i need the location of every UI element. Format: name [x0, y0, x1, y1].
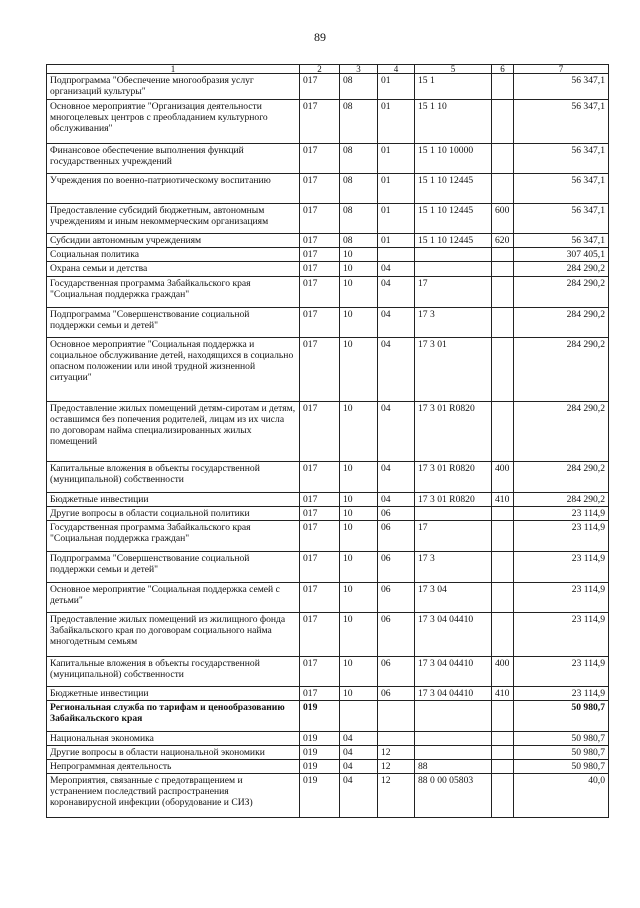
- row-amount: 50 980,7: [514, 732, 609, 746]
- row-name: Субсидии автономным учреждениям: [47, 234, 300, 248]
- row-subsection-code: 12: [378, 774, 415, 818]
- table-row: [47, 701, 609, 732]
- row-target-code: 17 3 04 04410: [415, 613, 492, 657]
- table-row: [47, 732, 609, 746]
- row-name: Учреждения по военно-патриотическому воспитанию: [47, 174, 300, 204]
- row-section-code: 10: [340, 402, 378, 462]
- row-target-code: 15 1: [415, 74, 492, 100]
- row-target-code: 17 3 04 04410: [415, 657, 492, 687]
- row-name: Государственная программа Забайкальского края "Социальная поддержка граждан": [47, 277, 300, 308]
- row-subsection-code: 04: [378, 402, 415, 462]
- row-expense-type-code: [492, 338, 514, 402]
- row-amount: 56 347,1: [514, 74, 609, 100]
- row-ministry-code: 017: [300, 521, 340, 552]
- table-row: [47, 174, 609, 204]
- row-expense-type-code: [492, 552, 514, 583]
- row-amount: 23 114,9: [514, 583, 609, 613]
- row-expense-type-code: [492, 507, 514, 521]
- table-row: [47, 462, 609, 493]
- row-subsection-code: 04: [378, 493, 415, 507]
- row-expense-type-code: 400: [492, 657, 514, 687]
- table-row: [47, 204, 609, 234]
- table-row: [47, 760, 609, 774]
- row-expense-type-code: [492, 144, 514, 174]
- row-name: Охрана семьи и детства: [47, 262, 300, 277]
- row-section-code: 10: [340, 521, 378, 552]
- header-col-2: 2: [300, 65, 340, 74]
- row-amount: 284 290,2: [514, 308, 609, 338]
- row-target-code: 17: [415, 521, 492, 552]
- row-amount: 23 114,9: [514, 507, 609, 521]
- header-col-1: 1: [47, 65, 300, 74]
- table-row: [47, 234, 609, 248]
- row-target-code: 17 3: [415, 308, 492, 338]
- row-target-code: 17 3 01 R0820: [415, 462, 492, 493]
- row-ministry-code: 017: [300, 234, 340, 248]
- row-expense-type-code: [492, 613, 514, 657]
- row-expense-type-code: [492, 402, 514, 462]
- row-target-code: 15 1 10 12445: [415, 204, 492, 234]
- row-expense-type-code: [492, 100, 514, 144]
- row-name: Основное мероприятие "Организация деятельности многоцелевых центров с преобладанием культурного обслуживания": [47, 100, 300, 144]
- row-expense-type-code: [492, 521, 514, 552]
- row-ministry-code: 017: [300, 174, 340, 204]
- row-amount: 56 347,1: [514, 174, 609, 204]
- row-subsection-code: 06: [378, 657, 415, 687]
- row-section-code: 10: [340, 277, 378, 308]
- row-ministry-code: 019: [300, 701, 340, 732]
- row-section-code: 08: [340, 174, 378, 204]
- row-subsection-code: 12: [378, 760, 415, 774]
- row-ministry-code: 017: [300, 583, 340, 613]
- row-ministry-code: 017: [300, 338, 340, 402]
- row-ministry-code: 017: [300, 204, 340, 234]
- row-ministry-code: 017: [300, 100, 340, 144]
- table-row: [47, 248, 609, 262]
- row-section-code: 08: [340, 204, 378, 234]
- row-amount: 307 405,1: [514, 248, 609, 262]
- row-amount: 50 980,7: [514, 701, 609, 732]
- row-amount: 23 114,9: [514, 552, 609, 583]
- row-ministry-code: 017: [300, 613, 340, 657]
- row-target-code: 15 1 10: [415, 100, 492, 144]
- row-amount: 284 290,2: [514, 277, 609, 308]
- row-expense-type-code: [492, 262, 514, 277]
- row-expense-type-code: [492, 308, 514, 338]
- row-ministry-code: 019: [300, 746, 340, 760]
- row-name: Другие вопросы в области социальной политики: [47, 507, 300, 521]
- row-expense-type-code: 600: [492, 204, 514, 234]
- table-body: [47, 74, 609, 818]
- row-name: Основное мероприятие "Социальная поддержка семей с детьми": [47, 583, 300, 613]
- row-ministry-code: 017: [300, 552, 340, 583]
- row-target-code: 17 3 01 R0820: [415, 402, 492, 462]
- row-section-code: 10: [340, 507, 378, 521]
- row-expense-type-code: [492, 174, 514, 204]
- row-target-code: 15 1 10 12445: [415, 234, 492, 248]
- row-name: Национальная экономика: [47, 732, 300, 746]
- row-name: Бюджетные инвестиции: [47, 493, 300, 507]
- row-ministry-code: 017: [300, 402, 340, 462]
- row-name: Социальная политика: [47, 248, 300, 262]
- row-target-code: [415, 732, 492, 746]
- row-subsection-code: 06: [378, 687, 415, 701]
- row-ministry-code: 017: [300, 308, 340, 338]
- table-row: [47, 100, 609, 144]
- row-expense-type-code: [492, 701, 514, 732]
- row-target-code: [415, 507, 492, 521]
- row-amount: 284 290,2: [514, 338, 609, 402]
- table-row: [47, 74, 609, 100]
- row-target-code: [415, 746, 492, 760]
- row-section-code: 08: [340, 234, 378, 248]
- row-subsection-code: 06: [378, 613, 415, 657]
- row-ministry-code: 017: [300, 262, 340, 277]
- row-target-code: 17: [415, 277, 492, 308]
- row-expense-type-code: [492, 74, 514, 100]
- row-subsection-code: 01: [378, 74, 415, 100]
- row-name: Государственная программа Забайкальского края "Социальная поддержка граждан": [47, 521, 300, 552]
- row-expense-type-code: [492, 583, 514, 613]
- row-subsection-code: 04: [378, 277, 415, 308]
- table-row: [47, 552, 609, 583]
- row-amount: 23 114,9: [514, 613, 609, 657]
- row-amount: 56 347,1: [514, 100, 609, 144]
- row-subsection-code: 01: [378, 144, 415, 174]
- row-amount: 50 980,7: [514, 760, 609, 774]
- row-subsection-code: 04: [378, 308, 415, 338]
- table-row: [47, 308, 609, 338]
- header-col-3: 3: [340, 65, 378, 74]
- row-section-code: 10: [340, 583, 378, 613]
- table-row: [47, 338, 609, 402]
- row-target-code: 17 3 04: [415, 583, 492, 613]
- row-ministry-code: 017: [300, 248, 340, 262]
- row-expense-type-code: 410: [492, 493, 514, 507]
- row-subsection-code: 01: [378, 204, 415, 234]
- row-section-code: 10: [340, 462, 378, 493]
- row-amount: 23 114,9: [514, 657, 609, 687]
- row-ministry-code: 017: [300, 74, 340, 100]
- row-section-code: 04: [340, 774, 378, 818]
- page-number: 89: [314, 30, 326, 44]
- row-expense-type-code: 620: [492, 234, 514, 248]
- row-subsection-code: 01: [378, 100, 415, 144]
- row-expense-type-code: [492, 774, 514, 818]
- table-row: [47, 774, 609, 818]
- row-subsection-code: 04: [378, 462, 415, 493]
- row-name: Капитальные вложения в объекты государственной (муниципальной) собственности: [47, 657, 300, 687]
- row-section-code: 10: [340, 308, 378, 338]
- budget-table: [46, 64, 609, 818]
- header-col-6: 6: [492, 65, 514, 74]
- row-target-code: 15 1 10 10000: [415, 144, 492, 174]
- row-target-code: 88 0 00 05803: [415, 774, 492, 818]
- row-amount: 23 114,9: [514, 521, 609, 552]
- table-row: [47, 583, 609, 613]
- row-section-code: 08: [340, 100, 378, 144]
- row-ministry-code: 019: [300, 760, 340, 774]
- table-row: [47, 613, 609, 657]
- row-subsection-code: 06: [378, 521, 415, 552]
- row-ministry-code: 017: [300, 507, 340, 521]
- row-ministry-code: 017: [300, 277, 340, 308]
- row-subsection-code: [378, 248, 415, 262]
- row-amount: 284 290,2: [514, 262, 609, 277]
- row-name: Предоставление жилых помещений детям-сиротам и детям, оставшимся без попечения родителей, лицам из их числа по договорам найма специализированных жилых помещений: [47, 402, 300, 462]
- row-section-code: 10: [340, 262, 378, 277]
- row-subsection-code: 06: [378, 552, 415, 583]
- row-name: Подпрограмма "Совершенствование социальной поддержки семьи и детей": [47, 552, 300, 583]
- row-target-code: 17 3: [415, 552, 492, 583]
- row-name: Предоставление субсидий бюджетным, автономным учреждениям и иным некоммерческим организациям: [47, 204, 300, 234]
- row-target-code: 17 3 04 04410: [415, 687, 492, 701]
- row-ministry-code: 019: [300, 774, 340, 818]
- row-section-code: 10: [340, 552, 378, 583]
- row-section-code: 04: [340, 746, 378, 760]
- row-amount: 284 290,2: [514, 493, 609, 507]
- row-amount: 56 347,1: [514, 144, 609, 174]
- row-target-code: [415, 248, 492, 262]
- row-name: Подпрограмма "Совершенствование социальной поддержки семьи и детей": [47, 308, 300, 338]
- table-row: [47, 746, 609, 760]
- row-name: Основное мероприятие "Социальная поддержка и социальное обслуживание детей, находящихся в социально опасном положении или иной трудной жизненной ситуации": [47, 338, 300, 402]
- row-amount: 50 980,7: [514, 746, 609, 760]
- row-amount: 23 114,9: [514, 687, 609, 701]
- row-section-code: [340, 701, 378, 732]
- table-row: [47, 521, 609, 552]
- row-name: Финансовое обеспечение выполнения функций государственных учреждений: [47, 144, 300, 174]
- row-subsection-code: 04: [378, 338, 415, 402]
- row-subsection-code: 06: [378, 583, 415, 613]
- row-expense-type-code: [492, 732, 514, 746]
- table-row: [47, 687, 609, 701]
- table-row: [47, 657, 609, 687]
- table-row: [47, 507, 609, 521]
- row-section-code: 04: [340, 760, 378, 774]
- table-row: [47, 262, 609, 277]
- row-name: Предоставление жилых помещений из жилищного фонда Забайкальского края по договорам социального найма многодетным семьям: [47, 613, 300, 657]
- table-row: [47, 402, 609, 462]
- table-row: [47, 277, 609, 308]
- row-expense-type-code: 410: [492, 687, 514, 701]
- row-amount: 40,0: [514, 774, 609, 818]
- row-ministry-code: 017: [300, 687, 340, 701]
- row-subsection-code: 06: [378, 507, 415, 521]
- row-amount: 284 290,2: [514, 402, 609, 462]
- row-target-code: [415, 701, 492, 732]
- row-target-code: 88: [415, 760, 492, 774]
- row-name: Непрограммная деятельность: [47, 760, 300, 774]
- row-amount: 284 290,2: [514, 462, 609, 493]
- row-section-code: 10: [340, 493, 378, 507]
- row-ministry-code: 017: [300, 657, 340, 687]
- row-subsection-code: [378, 701, 415, 732]
- row-subsection-code: 01: [378, 234, 415, 248]
- row-target-code: 17 3 01: [415, 338, 492, 402]
- header-col-4: 4: [378, 65, 415, 74]
- row-section-code: 04: [340, 732, 378, 746]
- row-amount: 56 347,1: [514, 204, 609, 234]
- row-ministry-code: 017: [300, 144, 340, 174]
- row-ministry-code: 017: [300, 493, 340, 507]
- row-name: Другие вопросы в области национальной экономики: [47, 746, 300, 760]
- row-ministry-code: 019: [300, 732, 340, 746]
- row-section-code: 08: [340, 144, 378, 174]
- row-name: Подпрограмма "Обеспечение многообразия услуг организаций культуры": [47, 74, 300, 100]
- header-col-7: 7: [514, 65, 609, 74]
- row-subsection-code: 01: [378, 174, 415, 204]
- row-expense-type-code: [492, 760, 514, 774]
- row-target-code: 15 1 10 12445: [415, 174, 492, 204]
- row-subsection-code: [378, 732, 415, 746]
- row-section-code: 10: [340, 248, 378, 262]
- row-name: Капитальные вложения в объекты государственной (муниципальной) собственности: [47, 462, 300, 493]
- row-expense-type-code: 400: [492, 462, 514, 493]
- row-amount: 56 347,1: [514, 234, 609, 248]
- row-target-code: [415, 262, 492, 277]
- row-section-code: 10: [340, 657, 378, 687]
- row-section-code: 10: [340, 338, 378, 402]
- row-expense-type-code: [492, 746, 514, 760]
- row-name: Бюджетные инвестиции: [47, 687, 300, 701]
- row-section-code: 08: [340, 74, 378, 100]
- row-target-code: 17 3 01 R0820: [415, 493, 492, 507]
- header-row: [47, 65, 609, 74]
- row-name: Мероприятия, связанные с предотвращением и устранением последствий распространения коронавирусной инфекции (оборудование и СИЗ): [47, 774, 300, 818]
- row-expense-type-code: [492, 248, 514, 262]
- row-subsection-code: 04: [378, 262, 415, 277]
- row-name: Региональная служба по тарифам и ценообразованию Забайкальского края: [47, 701, 300, 732]
- row-subsection-code: 12: [378, 746, 415, 760]
- table-row: [47, 493, 609, 507]
- header-col-5: 5: [415, 65, 492, 74]
- row-expense-type-code: [492, 277, 514, 308]
- table-row: [47, 144, 609, 174]
- row-section-code: 10: [340, 613, 378, 657]
- row-section-code: 10: [340, 687, 378, 701]
- row-ministry-code: 017: [300, 462, 340, 493]
